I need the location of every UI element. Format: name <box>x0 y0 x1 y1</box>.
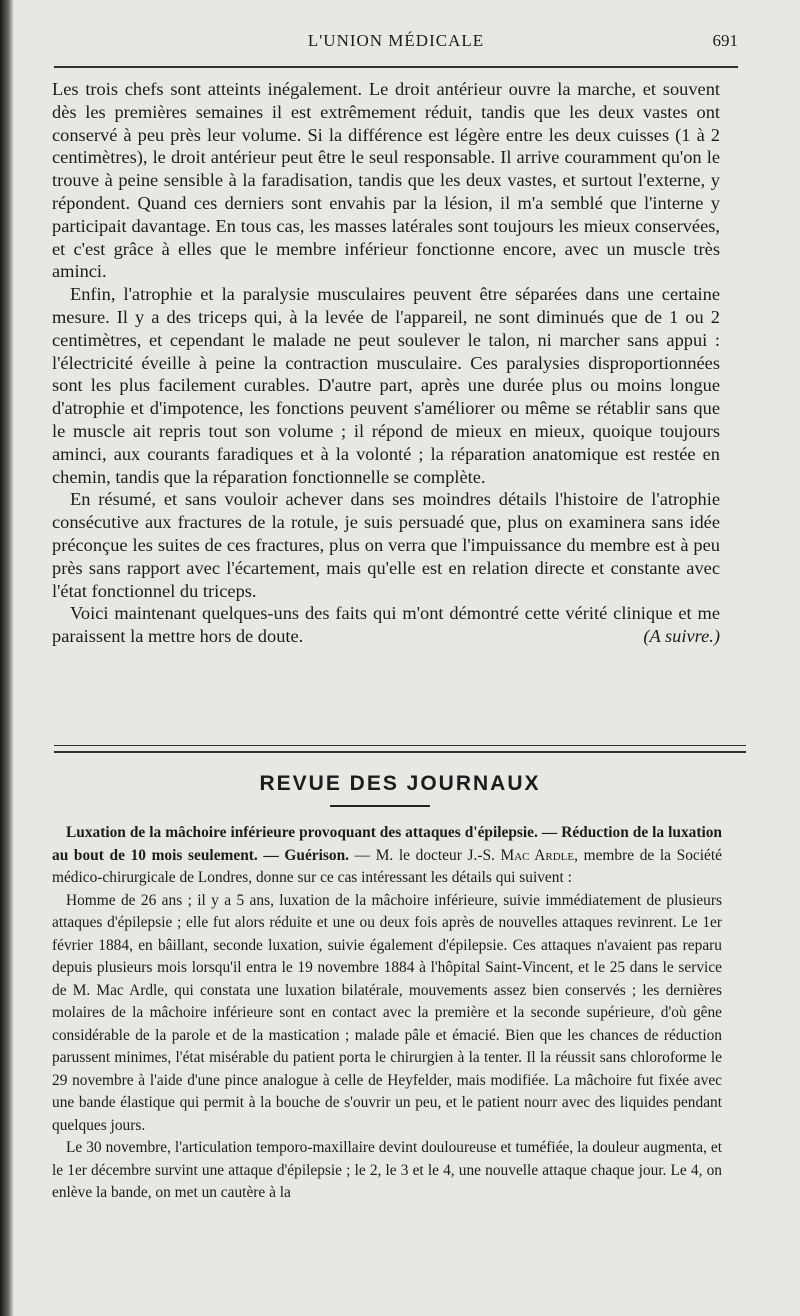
author-name: Mac Ardle <box>500 846 575 864</box>
to-be-continued-note: (A suivre.) <box>643 626 720 647</box>
section-divider-thick <box>54 751 746 753</box>
paragraph-text: Voici maintenant quelques-uns des faits qui m'ont démontré cette vérité clinique et me paraissent la mettre hors de doute. <box>52 603 720 647</box>
page-number: 691 <box>712 31 738 50</box>
paragraph-with-continuation <box>52 602 720 648</box>
journal-review-article <box>52 822 722 1205</box>
paragraph: En résumé, et sans vouloir achever dans ses moindres détails l'histoire de l'atrophie consécutive aux fractures de la rotule, je suis persuadé que, plus on examinera sans idée préconçue les suites de ces fractures, plus on verra que l'impuissance du membre est à peu près sans rapport avec l'écartement, mais qu'elle est en relation directe et constante avec l'état fonctionnel du triceps. <box>52 489 720 601</box>
section-title: REVUE DES JOURNAUX <box>259 772 541 795</box>
header-rule <box>54 66 738 68</box>
article-paragraph: Le 30 novembre, l'articulation temporo-maxillaire devint douloureuse et tuméfiée, la douleur augmenta, et le 1er décembre survint une attaque d'épilepsie ; le 2, le 3 et le 4, une nouvelle attaque chaque jour. Le 4, on enlève la bande, on met un cautère à la <box>52 1139 722 1201</box>
paragraph: Enfin, l'atrophie et la paralysie musculaires peuvent être séparées dans une certaine mesure. Il y a des triceps qui, à la levée de l'appareil, ne sont diminués que de 1 ou 2 centimètres, et cependant le malade ne peut soulever le talon, ni marcher sans appui : l'électricité éveille à peine la contraction musculaire. Ces paralysies disproportionnées sont les plus facilement curables. D'autre part, après une durée plus ou moins longue d'atrophie et d'impotence, les fonctions peuvent s'améliorer ou même se rétablir sans que le muscle ait repris tout son volume ; il répond de mieux en mieux, quoique toujours aminci, aux courants faradiques et à la volonté ; la réparation anatomique est restée en chemin, tandis que la réparation fonctionnelle se complète. <box>52 284 720 487</box>
section-divider-thin <box>54 745 746 746</box>
article-lead <box>52 822 722 890</box>
running-title: L'UNION MÉDICALE <box>307 31 485 50</box>
binding-shadow <box>0 0 14 1316</box>
continued-article-text <box>52 78 720 648</box>
article-paragraph: Homme de 26 ans ; il y a 5 ans, luxation de la mâchoire inférieure, suivie immédiatement de plusieurs attaques d'épilepsie ; elle fut alors réduite et une ou deux fois après de nouvelles attaques revinrent. Le 1er février 1884, en bâillant, seconde luxation, suivie également d'épilepsie. Ces attaques n'avaient pas reparu depuis plusieurs mois lorsqu'il entra le 19 novembre 1884 à l'hôpital Saint-Vincent, et le 25 dans le service de M. Mac Ardle, qui constata une luxation bilatérale, mouvements assez bien conservés ; les dernières molaires de la mâchoire inférieure sont en contact avec la première et la seconde supérieure, d'où gêne considérable de la parole et de la mastication ; malade pâle et émacié. Bien que les chances de réduction parussent minimes, l'état misérable du patient porta le chirurgien à la tenter. Il la réussit sans chloroforme le 29 novembre à l'aide d'une pince analogue à celle de Heyfelder, mais modifiée. La mâchoire fut fixée avec une bande élastique qui permit à la bouche de s'ouvrir un peu, et le patient nourr avec des liquides pendant quelques jours. <box>52 891 722 1134</box>
article-intro-start: — M. le docteur J.-S. <box>349 846 501 864</box>
section-title-underline <box>330 805 430 807</box>
running-header <box>54 26 738 56</box>
article-intro-end: , membre de la Société médico-chirurgicale de Londres, donne sur ce cas intéressant les détails qui suivent : <box>52 846 722 886</box>
article-title: Luxation de la mâchoire inférieure provoquant des attaques d'épilepsie. — Réduction de la luxation au bout de 10 mois seulement. — Guérison. <box>52 824 722 864</box>
paragraph: Les trois chefs sont atteints inégalement. Le droit antérieur ouvre la marche, et souvent dès les premières semaines il est extrêmement réduit, tandis que les deux vastes ont conservé à peu près leur volume. Si la différence est légère entre les deux cuisses (1 à 2 centimètres), le droit antérieur peut être le seul responsable. Il arrive couramment qu'on le trouve à peine sensible à la faradisation, tandis que les deux vastes, et surtout l'externe, y répondent. Quand ces derniers sont envahis par la lésion, il m'a semblé que l'interne y participait davantage. En tous cas, les masses latérales sont toujours les mieux conservées, et c'est grâce à elles que le membre inférieur fonctionne encore, avec un muscle très aminci. <box>52 79 720 282</box>
